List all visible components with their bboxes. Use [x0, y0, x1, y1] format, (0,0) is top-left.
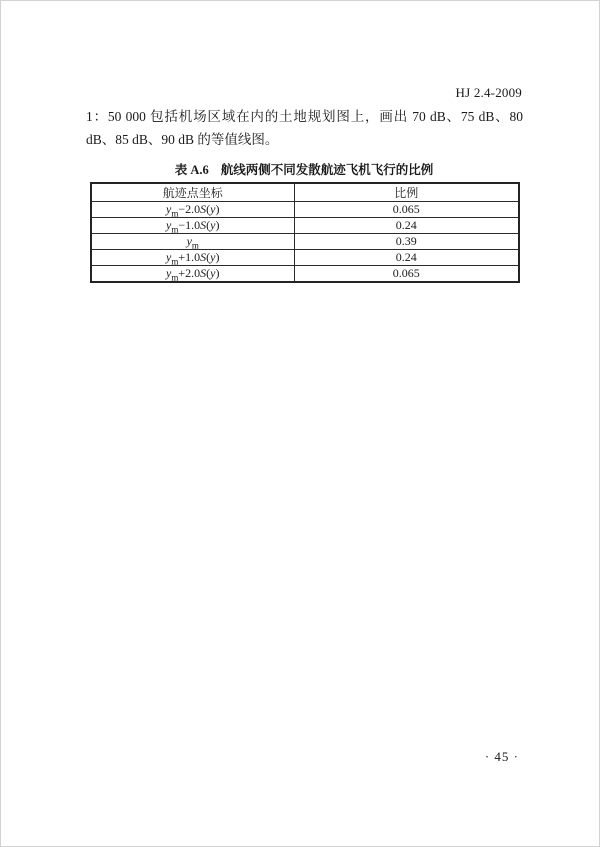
math-operator: −1.0 [178, 218, 201, 232]
math-paren: ) [215, 266, 220, 280]
table-row [91, 250, 519, 266]
math-var: y [166, 250, 172, 264]
ratio-cell: 0.24 [294, 250, 519, 266]
track-point-cell [91, 250, 294, 266]
math-function: S [200, 202, 207, 216]
math-function: S [200, 250, 207, 264]
math-subscript: m [171, 224, 179, 235]
track-point-cell [91, 202, 294, 218]
standard-code-header: HJ 2.4-2009 [455, 85, 522, 100]
body-paragraph: 1：50 000 包括机场区域在内的土地规划图上，画出 70 dB、75 dB、80 dB、85 dB、90 dB 的等值线图。 [86, 109, 523, 147]
page-number: · 45 · [484, 749, 519, 764]
track-point-cell [91, 234, 294, 250]
math-paren: ) [215, 202, 220, 216]
table-caption [90, 162, 518, 178]
flight-ratio-table [90, 182, 520, 283]
math-paren: ( [206, 218, 211, 232]
ratio-cell: 0.39 [294, 234, 519, 250]
math-subscript: m [191, 240, 199, 251]
track-point-cell [91, 218, 294, 234]
math-arg: y [210, 266, 216, 280]
math-var: y [166, 266, 172, 280]
math-arg: y [210, 250, 216, 264]
ratio-cell: 0.065 [294, 266, 519, 283]
math-var: y [166, 202, 172, 216]
math-arg: y [210, 202, 216, 216]
math-paren: ( [206, 266, 211, 280]
table-row [91, 266, 519, 283]
math-paren: ) [215, 218, 220, 232]
math-expression [166, 250, 220, 267]
math-arg: y [210, 218, 216, 232]
table-row [91, 202, 519, 218]
math-subscript: m [171, 272, 179, 283]
ratio-cell: 0.065 [294, 202, 519, 218]
math-expression [166, 202, 220, 219]
math-subscript: m [171, 256, 179, 267]
math-operator: +2.0 [178, 266, 201, 280]
math-paren: ) [215, 250, 220, 264]
table-caption-label: 表 A.6 [174, 163, 209, 177]
math-subscript: m [171, 208, 179, 219]
table-header-row [91, 183, 519, 202]
math-function: S [200, 266, 207, 280]
math-paren: ( [206, 250, 211, 264]
column-header-ratio: 比例 [294, 183, 519, 202]
math-var: y [186, 234, 192, 248]
table-caption-title: 航线两侧不同发散航迹飞机飞行的比例 [220, 163, 434, 177]
math-expression [166, 218, 220, 235]
math-operator: −2.0 [178, 202, 201, 216]
math-expression [166, 266, 220, 283]
ratio-cell: 0.24 [294, 218, 519, 234]
math-function: S [200, 218, 207, 232]
track-point-cell [91, 266, 294, 283]
column-header-track-point: 航迹点坐标 [91, 183, 294, 202]
math-var: y [166, 218, 172, 232]
math-expression [186, 234, 199, 251]
table-row [91, 218, 519, 234]
math-paren: ( [206, 202, 211, 216]
table-row [91, 234, 519, 250]
math-operator: +1.0 [178, 250, 201, 264]
